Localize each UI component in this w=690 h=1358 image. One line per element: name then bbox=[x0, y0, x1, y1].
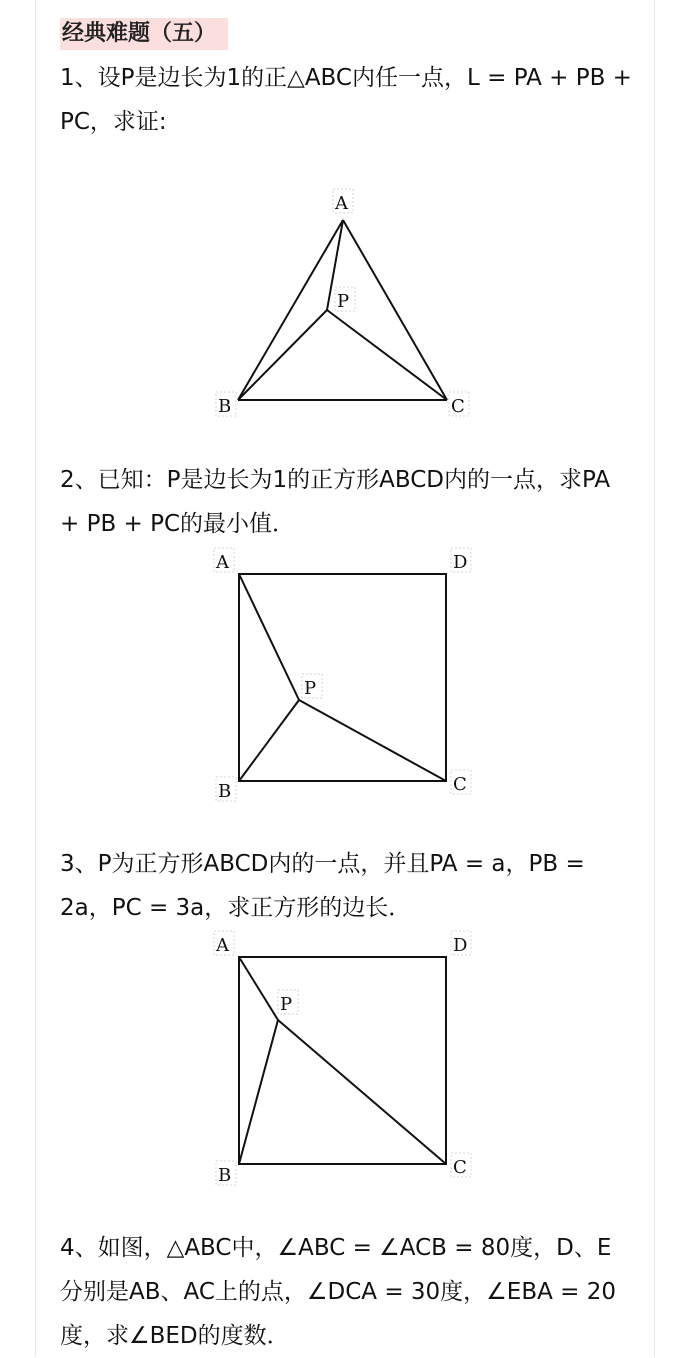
point-label-p: P bbox=[280, 994, 293, 1015]
problem-2-text: 2、已知：P是边长为1的正方形ABCD内的一点，求PA + PB + PC的最小值． bbox=[60, 467, 611, 537]
vertex-label-a: A bbox=[335, 193, 348, 214]
square-abcd bbox=[239, 957, 446, 1164]
vertex-label-d: D bbox=[453, 935, 468, 956]
segment-pb bbox=[239, 1020, 278, 1164]
vertex-label-a: A bbox=[216, 552, 229, 573]
segment-pa bbox=[239, 957, 278, 1020]
vertex-label-b: B bbox=[218, 781, 232, 802]
point-label-p: P bbox=[337, 291, 350, 312]
vertex-label-c: C bbox=[453, 1157, 467, 1178]
problem-3-text: 3、P为正方形ABCD内的一点，并且PA = a，PB = 2a，PC = 3a，求正方形的边长． bbox=[60, 851, 585, 921]
vertex-label-c: C bbox=[453, 774, 467, 795]
segment-pc bbox=[278, 1020, 446, 1164]
point-label-p: P bbox=[304, 678, 317, 699]
vertex-label-b: B bbox=[218, 396, 232, 417]
vertex-label-b: B bbox=[218, 1165, 232, 1186]
problem-1-text: 1、设P是边长为1的正△ABC内任一点，L = PA + PB + PC，求证: bbox=[60, 65, 632, 135]
problem-4-text: 4、如图，△ABC中，∠ABC = ∠ACB = 80度，D、E分别是AB、AC上的点，∠DCA = 30度，∠EBA = 20度，求∠BED的度数． bbox=[60, 1235, 617, 1349]
section-title: 经典难题（五） bbox=[60, 18, 228, 50]
vertex-label-d: D bbox=[453, 552, 468, 573]
vertex-label-c: C bbox=[451, 396, 465, 417]
vertex-label-a: A bbox=[216, 935, 229, 956]
